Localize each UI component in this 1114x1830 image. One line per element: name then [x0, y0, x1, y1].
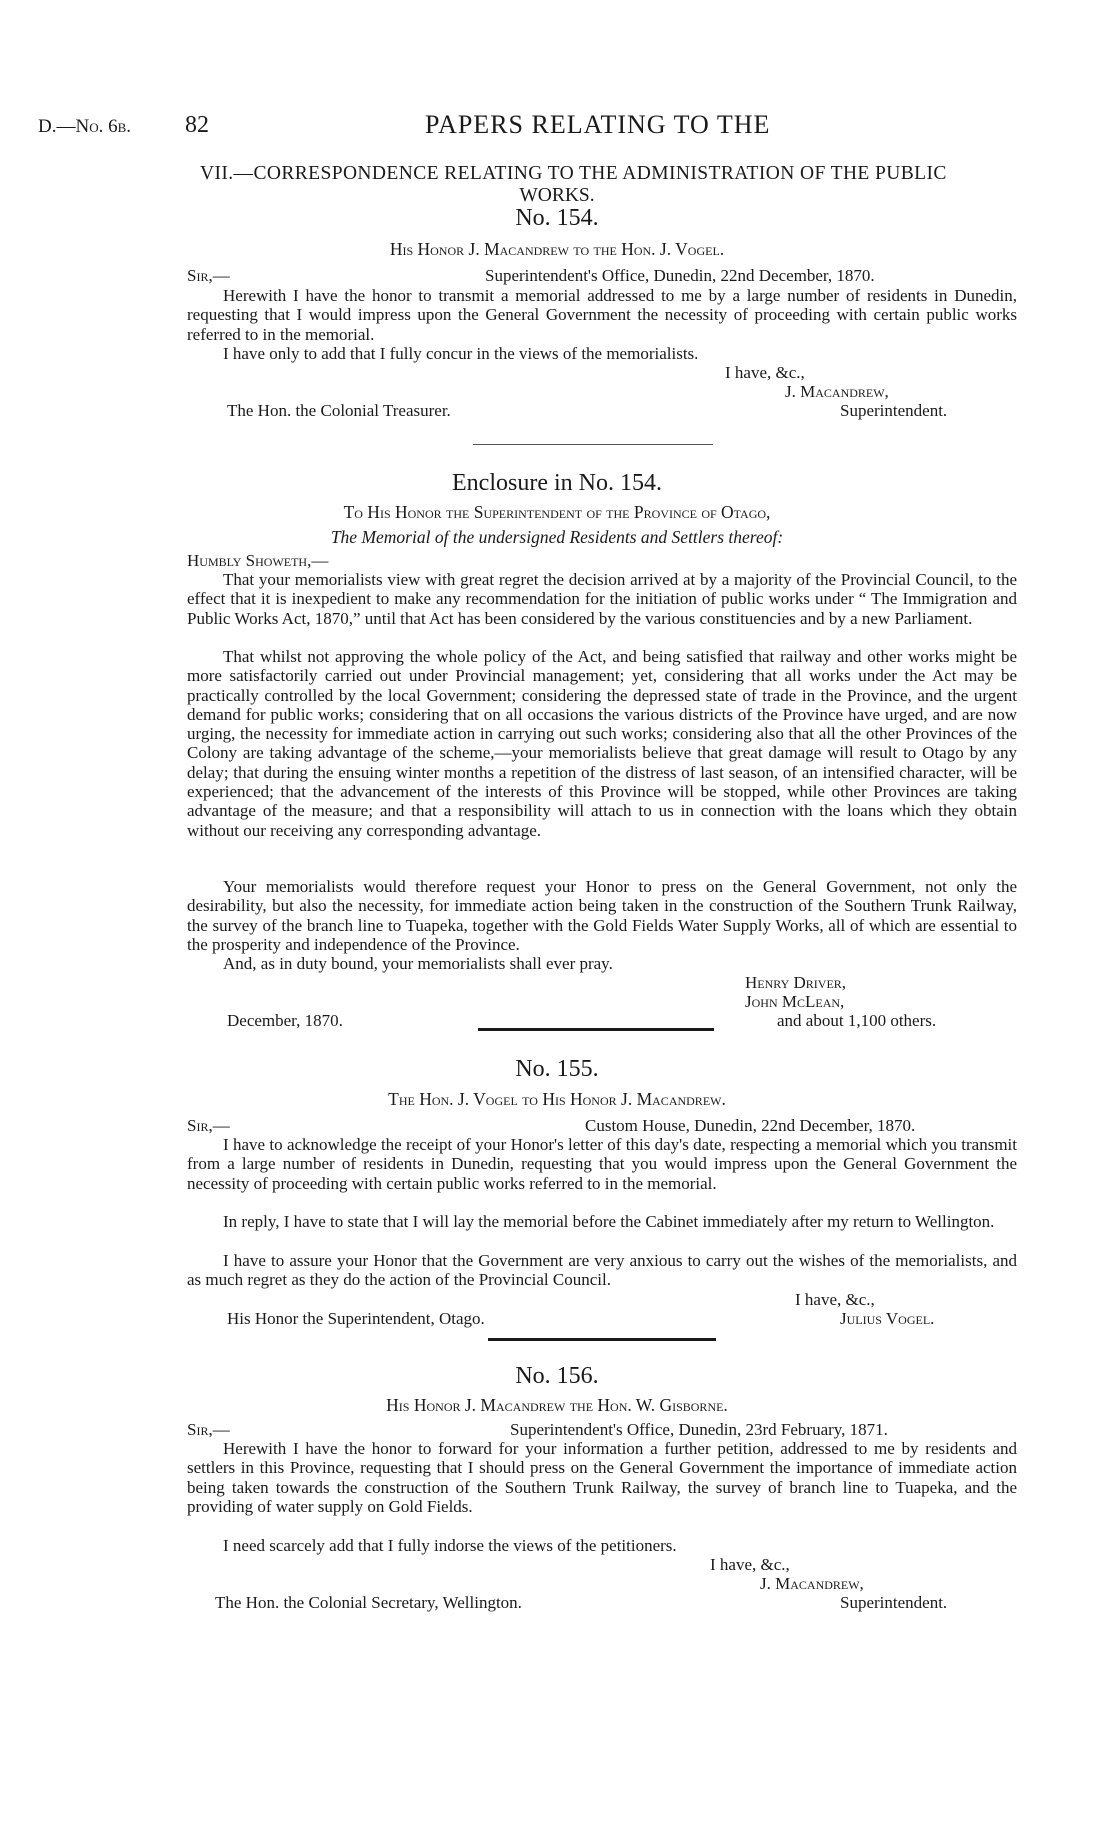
enclosure-opening: Humbly Showeth,— [187, 551, 329, 570]
document-reference: D.—No. 6b. [38, 116, 132, 137]
enclosure-signer-2: John McLean, [745, 992, 845, 1011]
letter-154-signature: J. Macandrew, [785, 382, 889, 401]
letter-155-number: No. 155. [515, 1056, 599, 1082]
letter-154-paragraph-2: I have only to add that I fully concur in the views of the memorialists. [223, 344, 699, 363]
page-title: PAPERS RELATING TO THE [425, 110, 771, 139]
enclosure-heading: Enclosure in No. 154. [452, 470, 662, 496]
enclosure-paragraph-4: And, as in duty bound, your memorialists shall ever pray. [223, 954, 613, 973]
enclosure-to-line: To His Honor the Superintendent of the Province of Otago, [343, 502, 771, 522]
enclosure-date: December, 1870. [227, 1011, 343, 1030]
letter-154-salutation: Sir,— [187, 266, 230, 285]
letter-154-paragraph-1: Herewith I have the honor to transmit a memorial addressed to me by a large number of residents in Dunedin, requesting that I would impress upon the General Government the necessity of proceeding with certain public works referred to in the memorial. [187, 286, 1017, 344]
enclosure-memorial-line: The Memorial of the undersigned Residents and Settlers thereof: [330, 527, 784, 547]
letter-154-signature-title: Superintendent. [840, 401, 948, 420]
letter-156-signature: J. Macandrew, [760, 1574, 864, 1593]
letter-156-signature-title: Superintendent. [840, 1593, 948, 1612]
letter-156-dateline: Superintendent's Office, Dunedin, 23rd February, 1871. [510, 1420, 888, 1439]
letter-155-paragraph-3: I have to assure your Honor that the Government are very anxious to carry out the wishes of the memorialists, and as much regret as they do the action of the Provincial Council. [187, 1251, 1017, 1290]
letter-154-dateline: Superintendent's Office, Dunedin, 22nd December, 1870. [485, 266, 875, 285]
page-number: 82 [185, 112, 209, 138]
letter-155-closing: I have, &c., [795, 1290, 875, 1309]
letter-154-closing: I have, &c., [725, 363, 805, 382]
letter-156-number: No. 156. [515, 1363, 599, 1389]
letter-156-subtitle: His Honor J. Macandrew the Hon. W. Gisborne. [386, 1395, 728, 1415]
letter-155-signature: Julius Vogel. [840, 1309, 935, 1328]
letter-155-subtitle: The Hon. J. Vogel to His Honor J. Macandrew. [388, 1089, 726, 1109]
letter-155-addressee: His Honor the Superintendent, Otago. [227, 1309, 485, 1328]
letter-155-salutation: Sir,— [187, 1116, 230, 1135]
enclosure-paragraph-1: That your memorialists view with great regret the decision arrived at by a majority of the Provincial Council, to the effect that it is inexpedient to make any recommendation for the initiation of public works under “ The Immigration and Public Works Act, 1870,” until that Act has been considered by the various constituencies and by a new Parliament. [187, 570, 1017, 628]
letter-155-dateline: Custom House, Dunedin, 22nd December, 1870. [585, 1116, 916, 1135]
letter-156-paragraph-1: Herewith I have the honor to forward for your information a further petition, addressed to me by residents and settlers in this Province, requesting that I should press on the General Government the importance of immediate action being taken towards the construction of the Southern Trunk Railway, the survey of branch line to Tuapeka, and the providing of water supply on Gold Fields. [187, 1439, 1017, 1516]
section-title-line2: WORKS. [519, 185, 595, 206]
separator-rule [473, 444, 713, 445]
letter-156-salutation: Sir,— [187, 1420, 230, 1439]
enclosure-signer-3: and about 1,100 others. [777, 1011, 937, 1030]
enclosure-paragraph-2: That whilst not approving the whole policy of the Act, and being satisfied that railway and other works might be more satisfactorily carried out under Provincial management; yet, considering that all works under the Act may be practically controlled by the local Government; considering the depressed state of trade in the Province, and the urgent demand for public works; considering that on all occasions the various districts of the Province have urged, and are now urging, the necessity for immediate action in carrying out such works; considering also that all the other Provinces of the Colony are taking advantage of the scheme,—your memorialists believe that great damage will result to Otago by any delay; that during the ensuing winter months a repetition of the distress of last season, of an intensified character, will be experienced; that the advancement of the interests of this Province will be stopped, while other Provinces are taking advantage of the measure; and that a responsibility will attach to us in connection with the loans which they obtain without our receiving any corresponding advantage. [187, 647, 1017, 840]
letter-156-addressee: The Hon. the Colonial Secretary, Wellington. [215, 1593, 522, 1612]
separator-rule [488, 1338, 716, 1341]
letter-155-paragraph-2: In reply, I have to state that I will lay the memorial before the Cabinet immediately after my return to Wellington. [223, 1212, 995, 1231]
letter-156-paragraph-2: I need scarcely add that I fully indorse the views of the petitioners. [223, 1536, 677, 1555]
letter-155-paragraph-1: I have to acknowledge the receipt of your Honor's letter of this day's date, respecting a memorial which you transmit from a large number of residents in Dunedin, requesting that you would impress upon the General Government the necessity of proceeding with certain public works referred to in the memorial. [187, 1135, 1017, 1193]
letter-154-number: No. 154. [515, 205, 599, 231]
letter-156-closing: I have, &c., [710, 1555, 790, 1574]
letter-154-subtitle: His Honor J. Macandrew to the Hon. J. Vogel. [389, 239, 725, 259]
enclosure-signer-1: Henry Driver, [745, 973, 847, 992]
letter-154-addressee: The Hon. the Colonial Treasurer. [227, 401, 451, 420]
enclosure-paragraph-3: Your memorialists would therefore request your Honor to press on the General Government, not only the desirability, but also the necessity, for immediate action being taken in the construction of the Southern Trunk Railway, the survey of the branch line to Tuapeka, together with the Gold Fields Water Supply Works, all of which are essential to the prosperity and independence of the Province. [187, 877, 1017, 954]
separator-rule [478, 1028, 714, 1031]
section-title-line1: VII.—CORRESPONDENCE RELATING TO THE ADMINISTRATION OF THE PUBLIC [200, 163, 947, 184]
